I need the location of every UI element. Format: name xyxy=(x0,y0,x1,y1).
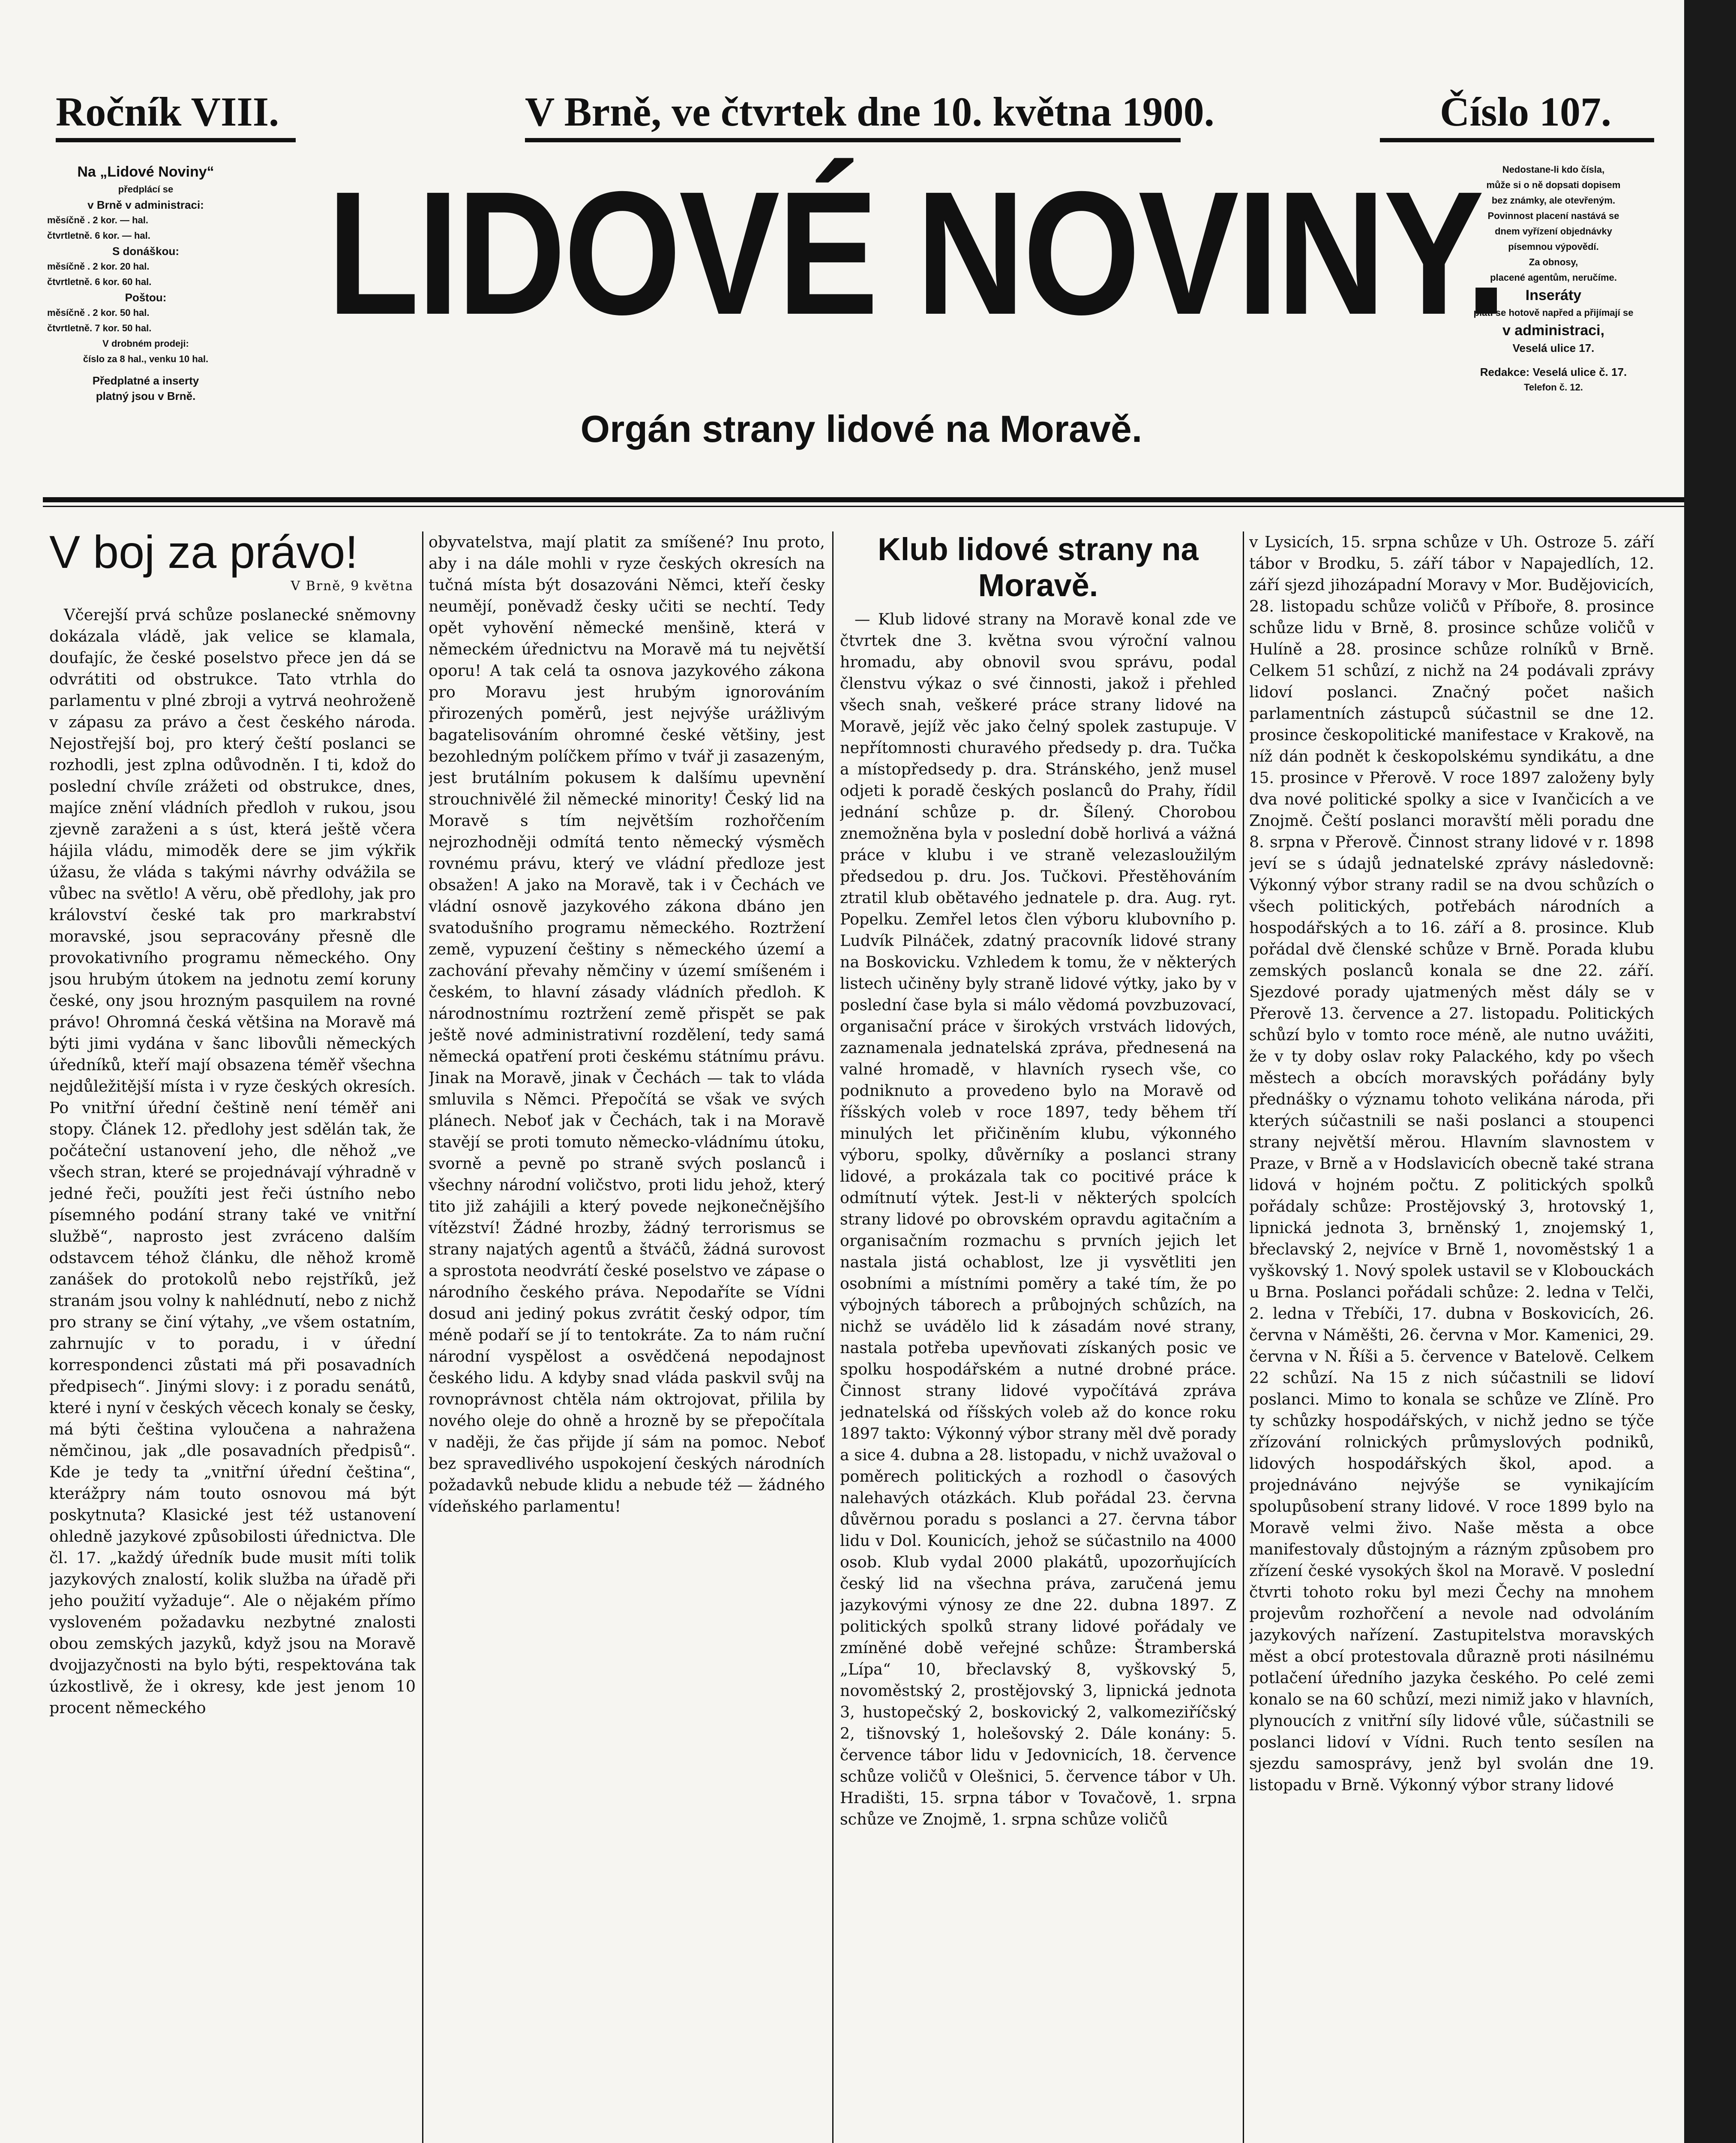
article-dateline: V Brně, 9 května xyxy=(291,579,414,594)
page-edge-shadow xyxy=(1684,0,1736,2143)
newspaper-subtitle: Orgán strany lidové na Moravě. xyxy=(580,408,1142,450)
article-column xyxy=(1249,531,1654,2143)
article-body: v Lysicích, 15. srpna schůze v Uh. Ostroze 5. září tábor v Brodku, 5. září tábor v Napajedlích, 12. září sjezd jihozápadní Moravy v Mor. Budějovicích, 28. listopadu schůze voličů v Příboře, 8. prosince schůze lidu v Brně, 8. prosince schůze voličů v Hulíně a 28. prosince schůze rolníků v Brně. Celkem 51 schůzí, z nichž na 24 podávali zprávy lidoví poslanci. Značný počet našich parlamentních zástupců súčastnil se dne 12. prosince českopolitické manifestace v Krakově, na níž dán podnět k českopolskému syndikátu, a dne 15. prosince v Přerově. V roce 1897 založeny byly dva nové politické spolky a sice v Ivančicích a ve Znojmě. Čeští poslanci moravští měli poradu dne 8. srpna v Přerově. Činnost strany lidové v r. 1898 jeví se s údajů jednatelské zprávy následovně: Výkonný výbor strany radil se na dvou schůzích o všech politických, potřebách národních a hospodářských a to 16. září a 8. prosince. Klub pořádal dvě členské schůze v Brně. Porada klubu zemských poslanců konala se dne 22. září. Sjezdové porady ujatmených měst dály se v Přerově 13. července a 27. listopadu. Politických schůzí bylo v tomto roce méně, ale nutno uvážiti, že v ty doby oslav roky Palackého, kdy po všech městech a obcích moravských pořádány byly přednášky o významu tohoto velikána národa, při kterých súčastnili se naši poslanci a stoupenci strany největší měrou. Hlavním slavnostem v Praze, v Brně a v Hodslavicích obecně také strana lidová v hojném počtu. Z politických spolků pořádaly schůze: Prostějovský 3, hrotovský 1, lipnická jednota 3, brněnský 1, znojemský 1, břeclavský 2, nejvíce v Brně 1, novoměstský 1 a vyškovský 1. Nový spolek ustavil se v Klobouckách u Brna. Poslanci pořádali schůze: 2. ledna v Telči, 2. ledna v Třebíči, 17. dubna v Boskovicích, 26. června v Náměšti, 26. června v Mor. Kamenici, 29. června v N. Říši a 5. července v Batelově. Celkem 22 schůzí. Na 15 z nich súčastnili se lidoví poslanci. Mimo to konala se schůze ve Zlíně. Pro ty schůzky hospodářských, v nichž jedno se týče zřízování rolnických průmyslových podniků, lidových hospodářských škol, apod. a projednáváno nejvýše se vynikajícím spolupůsobení strany lidové. V roce 1899 bylo na Moravě velmi živo. Naše města a obce manifestovaly důstojným a rázným způsobem pro zřízení české vysokých škol na Moravě. V poslední čtvrti tohoto roku byl mezi Čechy na mnohem projevům rozhořčení a nevole nad odvoláním jazykových nařízení. Zastupitelstva moravských měst a obcí protestovala důrazně proti násilnému potlačení úředního jazyka českého. Po celé zemi konalo se na 60 schůzí, mezi nimiž jako v hlavních, plynoucích z vnitřní síly lidové vůle, súčastnili se poslanci lidoví v Vídni. Ruch tento sesílen na sjezdu samosprávy, jenž byl svolán dne 19. listopadu v Brně. Výkonný výbor strany lidové xyxy=(1249,533,1654,1794)
article-headline: V boj za právo! xyxy=(49,526,358,578)
subscription-box: Na „Lidové Noviny“ předplácí se v Brně v administraci: měsíčně . 2 kor. — hal. čtvrtletně. 6 kor. — hal. S donáškou: měsíčně . 2 kor. 20 hal. čtvrtletně. 6 kor. 60 hal. Poštou: měsíčně . 2 kor. 50 hal. čtvrtletně. 7 kor. 50 hal. V drobném prodeji: číslo za 8 hal., venku 10 hal. Předplatné a inserty platný jsou v Brně. xyxy=(47,162,244,404)
masthead-rule xyxy=(43,497,1693,502)
column-separator xyxy=(832,531,834,2143)
masthead-rule-thin xyxy=(43,506,1693,507)
column-separator xyxy=(422,531,423,2143)
article-body: obyvatelstva, mají platit za smíšené? Inu proto, aby i na dále mohli v ryze českých okresích na tučná místa být dosazováni Němci, kteří česky neumějí, poněvadž česky učiti se nechtí. Tedy opět vyhovění německé menšině, která v německém úřednictvu na Moravě má tu největší oporu! A tak celá ta osnova jazykového zákona pro Moravu jest hrubým ignorováním přirozených poměrů, jest nejvýše urážlivým bagatelisováním ohromné české většiny, jest bezohledným políčkem přímo v tvář ji zasazeným, jest brutálním pokusem k dalšímu upevnění strouchnivělé žil německé minority! Český lid na Moravě s tím největším rozhořčením nejrozhodněji odmítá tento německý výsměch rovnému právu, který ve vládní předloze jest obsažen! A jako na Moravě, tak i v Čechách ve vládní osnově jazykového zákona dbáno jen svatodušního programu německého. Roztržení země, vypuzení češtiny s německého území a zachování převahy němčiny v území smíšeném i českém, to hlavní zásady vládních předloh. K národnostnímu roztržení země přispět se pak ještě nové administrativní rozdělení, tedy samá německá opatření proti českému státnímu právu. Jinak na Moravě, jinak v Čechách — tak to vláda smluvila s Němci. Přepočítá se však ve svých plánech. Neboť jak v Čechách, tak i na Moravě stavějí se proti tomuto německo-vládnímu útoku, svorně a pevně po straně svých poslanců i všechny národní voličstvo, proti lidu jehož, který tito již zahájili a který povede nejkonečnějšího vítězství! Žádné hrozby, žádný terrorismus se strany najatých agentů a štváčů, žádná surovost a sprostota neodvrátí české poselstvo ve zápase o národního českého práva. Nepodaříte se Vídni dosud ani jediný pokus zvrátit český odpor, tím méně podaří se jí to tentokráte. Za to nám ruční národní vyspělost a osvědčená nepodajnost českého lidu. A kdyby snad vláda paskvil svůj na rovnoprávnost chtěla nám oktrojovat, přilila by nového oleje do ohně a hrozně by se přepočítala v naději, že čas přijde jí sám na pomoc. Neboť bez spravedlivého uspokojení českých národních požadavků nebude klidu a nebude též — žádného vídeňského parlamentu! xyxy=(429,533,825,1516)
info-box: Nedostane-li kdo čísla, může si o ně dopsati dopisem bez známky, ale otevřeným. Povinnost placení nastává se dnem vyřízení objednávky písemnou výpovědí. Za obnosy, placené agentům, neručíme. Inseráty platí se hotově napřed a přijímají se v administraci, Veselá ulice 17. Redakce: Veselá ulice č. 17. Telefon č. 12. xyxy=(1414,162,1693,395)
article-headline: Klub lidové strany na Moravě. xyxy=(878,531,1199,603)
article-body: — Klub lidové strany na Moravě konal zde ve čtvrtek dne 3. května svou výroční valnou hromadu, aby obnovil svou správu, podal členstvu výkaz o své činnosti, jakož i přehled všech snah, veškeré práce strany lidové na Moravě, jejíž věc jako čelný spolek zastupuje. V nepřítomnosti churavého předsedy p. dra. Tučka a místopředsedy p. dra. Stránského, jenž musel odjeti k poradě českých poslanců do Prahy, řídil jednání schůze p. dr. Šílený. Chorobou znemožněna byla v poslední době horlivá a vážná práce v klubu i ve straně velezasloužilým předsedou p. dru. Jos. Tučkovi. Přestěhováním ztratil klub obětavého jednatele p. dra. Aug. ryt. Popelku. Zemřel letos člen výboru klubovního p. Ludvík Pilnáček, zdatný pracovník lidové strany na Boskovicku. Vzhledem k tomu, že v některých listech učiněny byly straně lidové výtky, jako by v poslední čase byla si málo vědomá povzbuzovací, organisační práce v širokých vrstvách lidových, zaznamenala jednatelská zpráva, přednesená na valné hromadě, v hlavních rysech vše, co podniknuto a provedeno bylo na Moravě od říšských voleb v roce 1897, tedy během tří minulých let přičiněním klubu, výkonného výboru, spolky, důvěrníky a poslanci strany lidové, a prokázala tak co pocitivé práce k odmítnutí výtek. Jest-li v některých spolcích strany lidové po obrovském opravdu agitačním a organisačním rozmachu s prvních jejich let nastala jistá ochablost, lze ji vysvětliti jen osobními a místními poměry a také tím, že po výbojných táborech a průbojných schůzích, na nichž se uvádělo lid k zásadám nové strany, nastala potřeba upevňovati získaných posic ve spolku hospodářském a nutné drobné práce. Činnost strany lidové vypočítává zpráva jednatelská od říšských voleb až do konce roku 1897 takto: Výkonný výbor strany měl dvě porady a sice 4. dubna a 28. listopadu, v nichž uvažoval o poměrech politických a rozhodl o časových nalehavých otázkách. Klub pořádal 23. června důvěrnou poradu s poslanci a 27. června tábor lidu v Dol. Kounicích, jehož se súčastnilo na 4000 osob. Klub vydal 2000 plakátů, upozorňujících český lid na všechna práva, zaručená jemu jazykovými výnosy ze dne 22. dubna 1897. Z politických spolků strany lidové pořádaly ve zmíněné době veřejné schůze: Štramberská „Lípa“ 10, břeclavský 8, vyškovský 5, novoměstský 2, prostějovský 3, lipnická jednota 3, hustopečský 2, boskovický 2, valkomeziříčský 2, tišnovský 1, holešovský 2. Dále konány: 5. července tábor lidu v Jedovnicích, 18. července schůze voličů v Olešnici, 5. července tábor v Uh. Hradišti, 15. srpna tábor v Tovačově, 1. srpna schůze ve Znojmě, 1. srpna schůze voličů xyxy=(840,610,1236,1828)
top-rule-center xyxy=(525,138,1181,142)
top-rule-right xyxy=(1380,138,1654,142)
newspaper-title: LIDOVÉ NOVINY. xyxy=(327,155,1505,351)
article-column xyxy=(840,609,1236,2143)
top-rule-left xyxy=(56,138,296,142)
article-column xyxy=(49,604,416,2143)
subscription-title: Na „Lidové Noviny“ xyxy=(77,164,214,180)
article-column xyxy=(429,531,825,2143)
issue-dateline: V Brně, ve čtvrtek dne 10. května 1900. xyxy=(525,89,1214,135)
inseraty-heading: Inseráty xyxy=(1525,287,1582,303)
article-body: Včerejší prvá schůze poslanecké sněmovny dokázala vládě, jak velice se klamala, doufajíc, že české poselstvo přece jen dá se odvrátiti od obstrukce. Tato vtrhla do parlamentu v plné zbroji a vytrvá neohroženě v zápasu za právo a čest českého národa. Nejostřejší boj, pro který čeští poslanci se rozhodli, jest zplna odůvodněn. I ti, kdož do poslední chvíle zrážeti od obstrukce, dnes, majíce znění vládních předloh v rukou, jsou zjevně zaraženi a s úst, která ještě včera hájila vládu, mimoděk dere se jim výkřik úžasu, že vláda s takými návrhy odvážila se vůbec na světlo! A věru, obě předlohy, jak pro království české tak pro markrabství moravské, jsou sepracovány přesně dle provokativního programu německého. Ony jsou hrubým útokem na jednotu zemí koruny české, ony jsou hrozným pasquilem na rovné právo! Ohromná česká většina na Moravě má býti jimi vydána v šanc libovůli německých úředníků, kteří mají obsazena téměř všechna nejdůležitější místa i v ryze českých okresích. Po vnitřní úřední češtině není téměř ani stopy. Článek 12. předlohy jest sdělán tak, že počáteční ustanovení jeho, dle něhož „ve všech stran, které se projednávají výhradně v jedné řeči, použíti jest řeči ústního nebo písemného podání strany také ve vnitřní službě“, naprosto jest zvráceno dalším odstavcem téhož článku, dle něhož kromě zanášek do protokolů nebo rejstříků, jež stranám jsou volny k nahlédnutí, nebo z nichž pro strany se činí výtahy, „ve všem ostatním, zahrnujíc v to poradu, i v úřední korrespondenci zůstati má při posavadních předpisech“. Jinými slovy: i z poradu senátů, které i nyní v českých věcech konaly se česky, má býti čeština vyloučena a nahražena němčinou, jak „dle posavadních předpisů“. Kde je tedy ta „vnitřní úřední čeština“, kterážpry nám touto osnovou má být poskytnuta? Klasické jest též ustanovení ohledně jazykové způsobilosti úřednictva. Dle čl. 17. „každý úředník bude musit míti tolik jazykových znalostí, kolik služba na úřadě při jeho použití vyžaduje“. Ale o nějakém přímo vysloveném požadavku nezbytné znalosti obou zemských jazyků, když jsou na Moravě dvojjazyčnosti na bylo býti, respektována tak úzkostlivě, že i okresy, kde jest jenom 10 procent německého xyxy=(49,606,416,1717)
column-separator xyxy=(1243,531,1244,2143)
issue-number: Číslo 107. xyxy=(1440,89,1612,135)
volume-label: Ročník VIII. xyxy=(56,89,279,135)
